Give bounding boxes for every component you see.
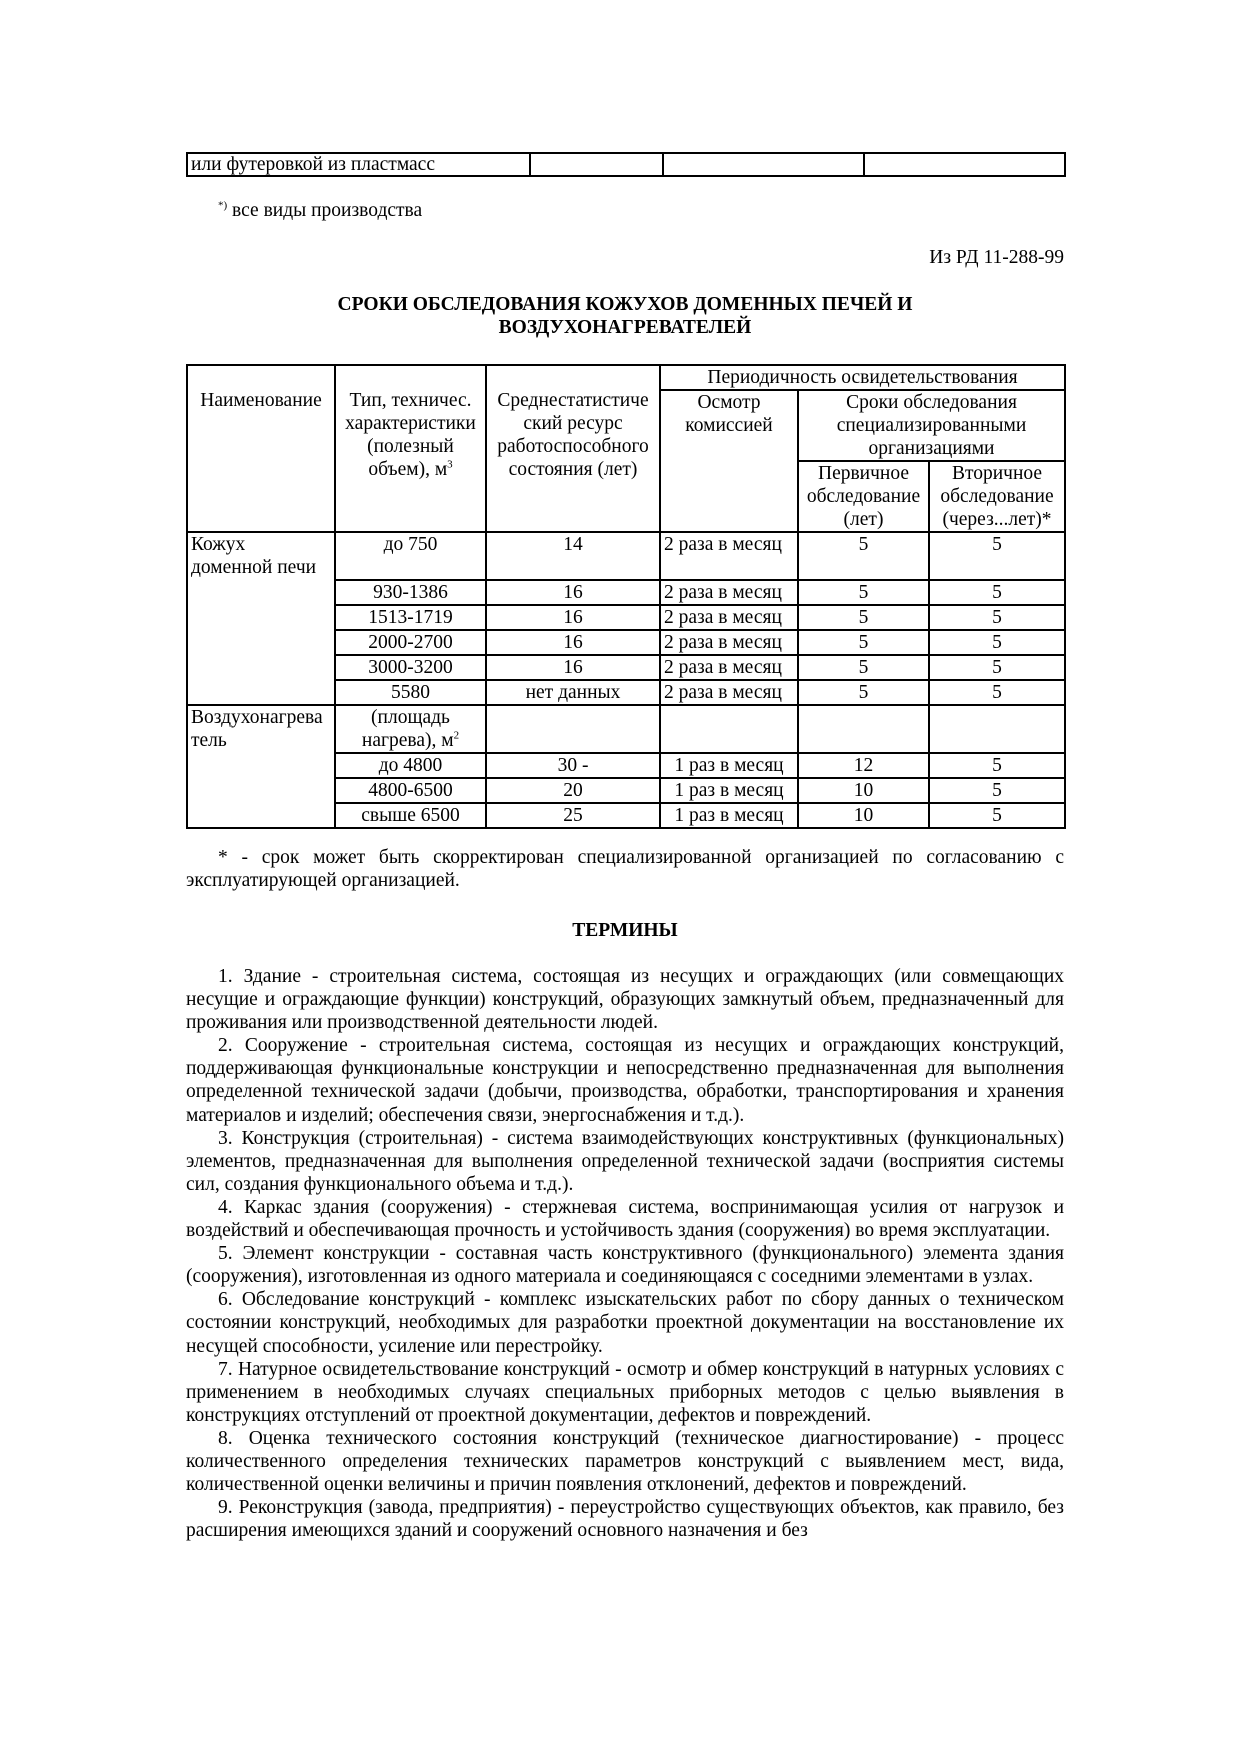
section-title bbox=[186, 293, 1064, 339]
table-cell: 5 bbox=[929, 655, 1065, 680]
table-cell: 2 раза в месяц bbox=[660, 630, 798, 655]
table-cell: до 750 bbox=[335, 532, 486, 580]
table-cell: 930-1386 bbox=[335, 580, 486, 605]
table-cell: 5 bbox=[798, 680, 929, 705]
header-survey: Сроки обследования специализированными организациями bbox=[798, 390, 1065, 461]
term-paragraph: 4. Каркас здания (сооружения) - стержневая система, воспринимающая усилия от нагрузок и воздействий и обеспечивающая прочность и устойчивость здания (сооружения) во время эксплуатации. bbox=[186, 1196, 1064, 1242]
table-cell: 16 bbox=[486, 655, 660, 680]
table-cell: свыше 6500 bbox=[335, 803, 486, 828]
table-cell: 2 раза в месяц bbox=[660, 680, 798, 705]
table-cell bbox=[660, 705, 798, 753]
table-cell: 5 bbox=[929, 803, 1065, 828]
table-cell: 5580 bbox=[335, 680, 486, 705]
table-cell bbox=[864, 153, 1065, 176]
header-periodicity: Периодичность освидетельствования bbox=[660, 365, 1065, 390]
table-cell: 5 bbox=[929, 630, 1065, 655]
table-cell bbox=[486, 705, 660, 753]
table-cell: 1 раз в месяц bbox=[660, 803, 798, 828]
table-cell: 1513-1719 bbox=[335, 605, 486, 630]
table-cell: 3000-3200 bbox=[335, 655, 486, 680]
table-cell: 5 bbox=[798, 605, 929, 630]
table-cell: 10 bbox=[798, 778, 929, 803]
table-cell: 1 раз в месяц bbox=[660, 753, 798, 778]
table-cell: 5 bbox=[929, 605, 1065, 630]
group-name: Кожух доменной печи bbox=[187, 532, 335, 705]
table-cell: 2 раза в месяц bbox=[660, 580, 798, 605]
term-paragraph: 6. Обследование конструкций - комплекс изыскательских работ по сбору данных о техническом состоянии конструкций, необходимых для разработки проектной документации на восстановление их несущей способности, усиление или перестройку. bbox=[186, 1289, 1064, 1357]
title-line-1: СРОКИ ОБСЛЕДОВАНИЯ КОЖУХОВ ДОМЕННЫХ ПЕЧЕЙ И bbox=[337, 294, 913, 315]
table-note: * - срок может быть скорректирован специализированной организацией по согласованию с эксплуатирующей организацией. bbox=[186, 847, 1064, 891]
table-cell bbox=[663, 153, 864, 176]
header-resource: Среднестатистиче ский ресурс работоспособного состояния (лет) bbox=[486, 365, 660, 532]
table-cell: 1 раз в месяц bbox=[660, 778, 798, 803]
header-type: Тип, техничес. характеристики (полезный объем), $м^3$ bbox=[335, 365, 486, 532]
table-cell: 10 bbox=[798, 803, 929, 828]
terms-heading: ТЕРМИНЫ bbox=[572, 920, 678, 941]
table-cell: 2 раза в месяц bbox=[660, 605, 798, 630]
table-cell: 5 bbox=[929, 532, 1065, 580]
term-paragraph: 9. Реконструкция (завода, предприятия) - переустройство существующих объектов, как правило, без расширения имеющихся зданий и сооружений основного назначения и без bbox=[186, 1497, 1064, 1542]
table-cell: 5 bbox=[929, 753, 1065, 778]
footnote bbox=[218, 199, 422, 222]
header-row bbox=[187, 365, 1065, 390]
source-reference: Из РД 11-288-99 bbox=[929, 247, 1064, 268]
term-paragraph: 1. Здание - строительная система, состоящая из несущих и ограждающих (или совмещающих несущие и ограждающие функции) конструкций, образующих замкнутый объем, предназначенный для проживания или производственной деятельности людей. bbox=[186, 966, 1064, 1034]
table-cell: или футеровкой из пластмасс bbox=[187, 153, 530, 176]
table-cell: 25 bbox=[486, 803, 660, 828]
header-secondary: Вторичное обследование (через...лет)* bbox=[929, 461, 1065, 532]
table-cell bbox=[530, 153, 663, 176]
table-cell: 5 bbox=[798, 630, 929, 655]
table-cell: 2 раза в месяц bbox=[660, 532, 798, 580]
table-row bbox=[187, 705, 1065, 753]
table-cell: 16 bbox=[486, 580, 660, 605]
table-cell: нет данных bbox=[486, 680, 660, 705]
table-cell: 16 bbox=[486, 630, 660, 655]
table-row bbox=[187, 532, 1065, 580]
table-cell: 5 bbox=[929, 580, 1065, 605]
continued-table bbox=[186, 152, 1066, 177]
table-cell: 5 bbox=[929, 680, 1065, 705]
header-primary: Первичное обследование (лет) bbox=[798, 461, 929, 532]
table-cell: 2000-2700 bbox=[335, 630, 486, 655]
table-cell: 20 bbox=[486, 778, 660, 803]
table-cell: 5 bbox=[929, 778, 1065, 803]
table-cell: 5 bbox=[798, 532, 929, 580]
term-paragraph: 5. Элемент конструкции - составная часть конструктивного (функционального) элемента здания (сооружения), изготовленная из одного материала и соединяющаяся с соседними элементами в узлах. bbox=[186, 1243, 1064, 1288]
group-name: Воздухонагрева тель bbox=[187, 705, 335, 828]
table-cell bbox=[798, 705, 929, 753]
title-line-2: ВОЗДУХОНАГРЕВАТЕЛЕЙ bbox=[498, 317, 752, 338]
footnote-text: все виды производства bbox=[227, 200, 423, 221]
header-name: Наименование bbox=[187, 365, 335, 532]
terms-list bbox=[186, 965, 1064, 1542]
table-cell: 2 раза в месяц bbox=[660, 655, 798, 680]
table-cell bbox=[929, 705, 1065, 753]
term-paragraph: 2. Сооружение - строительная система, состоящая из несущих и ограждающих конструкций, поддерживающая функциональные конструкции и непосредственно предназначенная для выполнения определенной технической задачи (добычи, производства, обработки, транспортирования и хранения материалов и изделий; обеспечения связи, энергоснабжения и т.д.). bbox=[186, 1035, 1064, 1126]
inspection-schedule-table bbox=[186, 364, 1066, 829]
table-cell: (площадь нагрева), $м^2$ bbox=[335, 705, 486, 753]
table-cell: 30 - bbox=[486, 753, 660, 778]
table-row bbox=[187, 153, 1065, 176]
table-cell: 4800-6500 bbox=[335, 778, 486, 803]
table-cell: 16 bbox=[486, 605, 660, 630]
header-inspection: Осмотр комиссией bbox=[660, 390, 798, 532]
term-paragraph: 7. Натурное освидетельствование конструкций - осмотр и обмер конструкций в натурных условиях с применением в необходимых случаях специальных приборных методов с целью выявления в конструкциях отступлений от проектной документации, дефектов и повреждений. bbox=[186, 1358, 1064, 1426]
table-cell: 12 bbox=[798, 753, 929, 778]
term-paragraph: 3. Конструкция (строительная) - система взаимодействующих конструктивных (функциональных) элементов, предназначенная для выполнения определенной технической задачи (восприятия системы сил, создания функционального объема и т.д.). bbox=[186, 1127, 1064, 1195]
table-cell: до 4800 bbox=[335, 753, 486, 778]
table-cell: 14 bbox=[486, 532, 660, 580]
table-cell: 5 bbox=[798, 655, 929, 680]
table-cell: 5 bbox=[798, 580, 929, 605]
footnote-marker: *) bbox=[218, 199, 228, 212]
term-paragraph: 8. Оценка технического состояния конструкций (техническое диагностирование) - процесс количественного определения технических параметров конструкций с выявлением мест, вида, количественной оценки величины и причин появления отклонений, дефектов и повреждений. bbox=[186, 1427, 1064, 1496]
